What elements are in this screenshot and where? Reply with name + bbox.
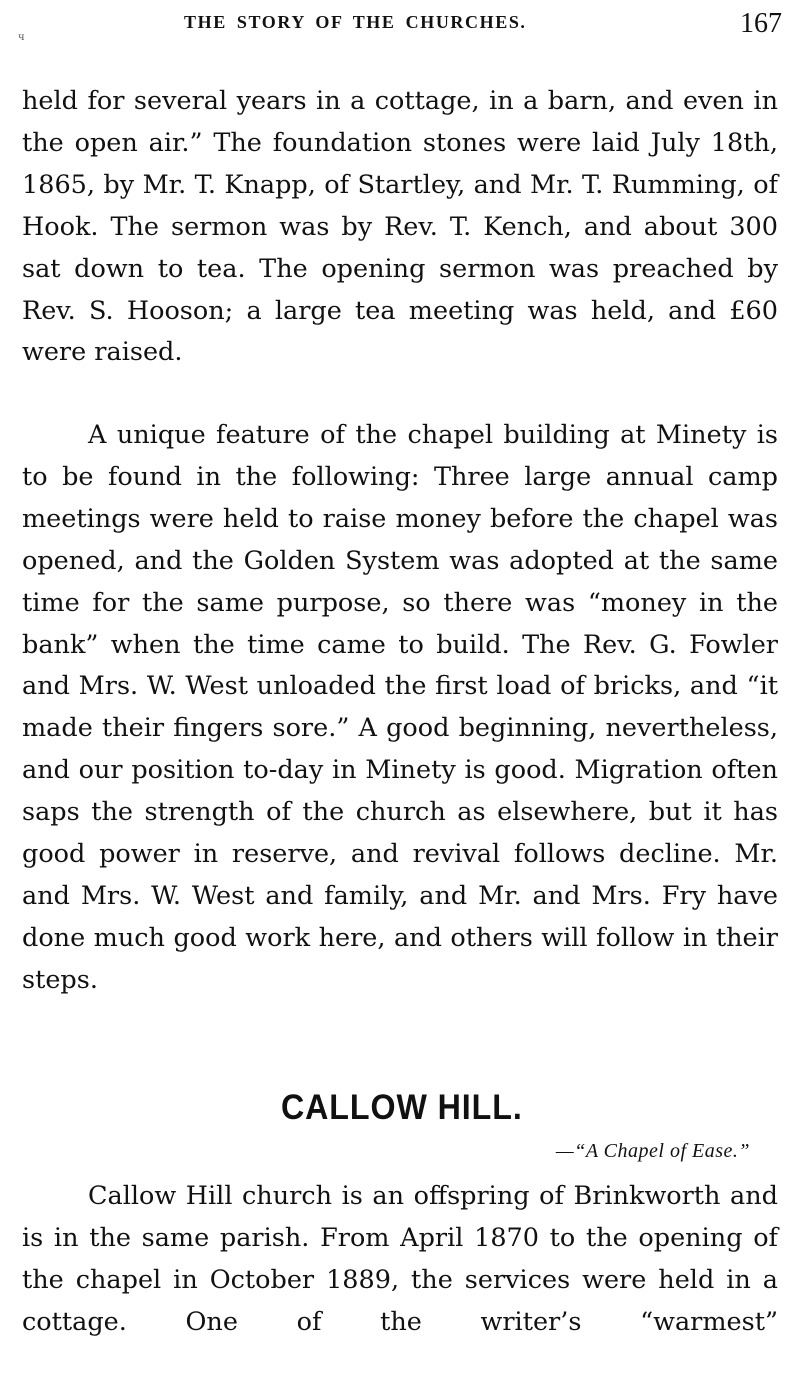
section-epigraph: —“A Chapel of Ease.” bbox=[555, 1140, 750, 1162]
stray-mark: ч bbox=[18, 32, 25, 43]
page-number: 167 bbox=[740, 8, 782, 39]
running-header bbox=[0, 8, 800, 48]
paragraph-3: Callow Hill church is an offspring of Brinkworth and is in the same parish. From April 1870 to the opening of the chapel in October 1889, the services were held in a cottage. One of the writer’s “warmest” bbox=[22, 1181, 778, 1337]
paragraph-2: A unique feature of the chapel building at Minety is to be found in the following: Three large annual camp meetings were held to raise money before the chapel was opened, and the Golden System was adopted at the same time for the same purpose, so there was “money in the bank” when the time came to build. The Rev. G. Fowler and Mrs. W. West unloaded the first load of bricks, and “it made their fingers sore.” A good beginning, nevertheless, and our position to-day in Minety is good. Migration often saps the strength of the church as elsewhere, but it has good power in reserve, and revival follows decline. Mr. and Mrs. W. West and family, and Mr. and Mrs. Fry have done much good work here, and others will follow in their steps. bbox=[22, 420, 778, 995]
running-title: THE STORY OF THE CHURCHES. bbox=[184, 12, 527, 32]
paragraph-1: held for several years in a cottage, in a barn, and even in the open air.” The foundation stones were laid July 18th, 1865, by Mr. T. Knapp, of Startley, and Mr. T. Rumming, of Hook. The sermon was by Rev. T. Kench, and about 300 sat down to tea. The opening sermon was preached by Rev. S. Hooson; a large tea meeting was held, and £60 were raised. bbox=[22, 86, 778, 368]
section-heading: CALLOW HILL. bbox=[280, 1088, 523, 1127]
